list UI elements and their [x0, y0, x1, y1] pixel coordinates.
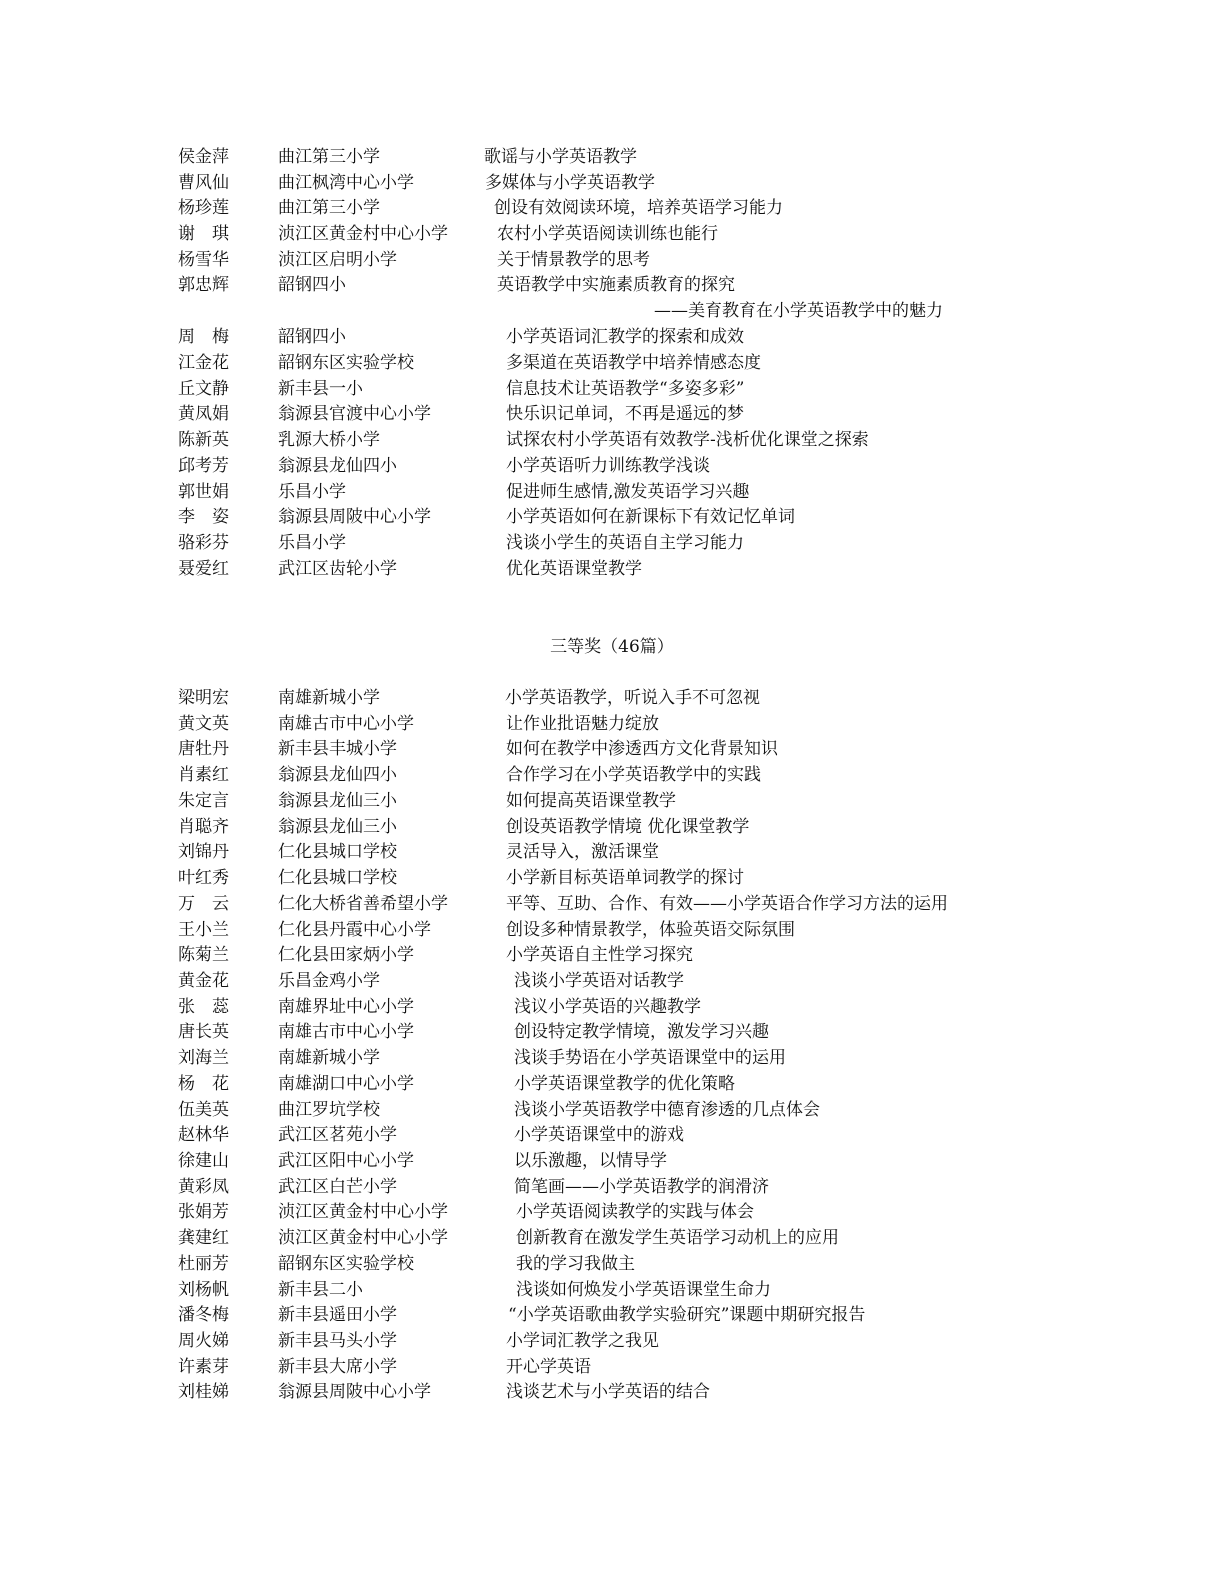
paper-title: 创设英语教学情境 优化课堂教学	[506, 817, 750, 837]
list-item	[0, 1354, 1224, 1380]
school-name: 新丰县大席小学	[278, 1357, 397, 1377]
list-item	[0, 865, 1224, 891]
paper-title: 多渠道在英语教学中培养情感态度	[506, 353, 761, 373]
paper-title: 农村小学英语阅读训练也能行	[497, 224, 718, 244]
paper-title: 灵活导入，激活课堂	[506, 842, 659, 862]
school-name: 翁源县官渡中心小学	[278, 404, 431, 424]
author-name: 谢 琪	[178, 224, 229, 244]
author-name: 黄彩凤	[178, 1177, 229, 1197]
author-name: 曹风仙	[178, 173, 229, 193]
school-name: 曲江枫湾中心小学	[278, 173, 414, 193]
school-name: 南雄新城小学	[278, 1048, 380, 1068]
author-name: 黄文英	[178, 714, 229, 734]
school-name: 韶钢四小	[278, 275, 346, 295]
school-name: 乐昌金鸡小学	[278, 971, 380, 991]
list-item	[0, 1328, 1224, 1354]
list-item	[0, 195, 1224, 221]
list-item	[0, 685, 1224, 711]
author-name: 王小兰	[178, 920, 229, 940]
paper-title: 简笔画——小学英语教学的润滑济	[514, 1177, 769, 1197]
paper-title: 开心学英语	[506, 1357, 591, 1377]
author-name: 杨 花	[178, 1074, 229, 1094]
author-name: 叶红秀	[178, 868, 229, 888]
author-name: 黄金花	[178, 971, 229, 991]
school-name: 浈江区启明小学	[278, 250, 397, 270]
school-name: 新丰县遥田小学	[278, 1305, 397, 1325]
author-name: 唐牡丹	[178, 739, 229, 759]
author-name: 肖素红	[178, 765, 229, 785]
list-item	[0, 968, 1224, 994]
section-heading: 三等奖（46篇）	[550, 637, 674, 657]
paper-title: 以乐激趣，以情导学	[514, 1151, 667, 1171]
paper-title: 小学英语阅读教学的实践与体会	[516, 1202, 754, 1222]
author-name: 陈新英	[178, 430, 229, 450]
author-name: 陈菊兰	[178, 945, 229, 965]
school-name: 曲江第三小学	[278, 198, 380, 218]
school-name: 翁源县龙仙三小	[278, 791, 397, 811]
author-name: 丘文静	[178, 379, 229, 399]
school-name: 新丰县二小	[278, 1280, 363, 1300]
author-name: 刘海兰	[178, 1048, 229, 1068]
author-name: 潘冬梅	[178, 1305, 229, 1325]
paper-title: 快乐识记单词，不再是遥远的梦	[506, 404, 744, 424]
author-name: 梁明宏	[178, 688, 229, 708]
list-item	[0, 1174, 1224, 1200]
paper-title: 创设多种情景教学，体验英语交际氛围	[506, 920, 795, 940]
list-item	[0, 324, 1224, 350]
school-name: 仁化县城口学校	[278, 842, 397, 862]
school-name: 翁源县龙仙四小	[278, 456, 397, 476]
school-name: 翁源县龙仙四小	[278, 765, 397, 785]
paper-title: 平等、互助、合作、有效——小学英语合作学习方法的运用	[506, 894, 948, 914]
paper-title: 小学英语教学，听说入手不可忽视	[505, 688, 760, 708]
school-name: 韶钢东区实验学校	[278, 1254, 414, 1274]
paper-title: 浅谈手势语在小学英语课堂中的运用	[514, 1048, 786, 1068]
author-name: 朱定言	[178, 791, 229, 811]
paper-title: 浅谈小学生的英语自主学习能力	[506, 533, 744, 553]
list-item	[0, 453, 1224, 479]
paper-title: 关于情景教学的思考	[497, 250, 650, 270]
list-item	[0, 427, 1224, 453]
author-name: 侯金萍	[178, 147, 229, 167]
paper-title: 英语教学中实施素质教育的探究	[497, 275, 735, 295]
author-name: 刘锦丹	[178, 842, 229, 862]
author-name: 万 云	[178, 894, 229, 914]
author-name: 许素芽	[178, 1357, 229, 1377]
list-item	[0, 376, 1224, 402]
list-item	[0, 1019, 1224, 1045]
school-name: 武江区阳中心小学	[278, 1151, 414, 1171]
list-item	[0, 762, 1224, 788]
school-name: 浈江区黄金村中心小学	[278, 1202, 448, 1222]
list-item	[0, 1122, 1224, 1148]
author-name: 唐长英	[178, 1022, 229, 1042]
school-name: 翁源县龙仙三小	[278, 817, 397, 837]
paper-title: 信息技术让英语教学“多姿多彩”	[506, 379, 745, 399]
author-name: 邱考芳	[178, 456, 229, 476]
author-name: 郭世娟	[178, 482, 229, 502]
list-item	[0, 1097, 1224, 1123]
school-name: 韶钢东区实验学校	[278, 353, 414, 373]
list-item	[0, 1302, 1224, 1328]
school-name: 新丰县丰城小学	[278, 739, 397, 759]
list-item	[0, 994, 1224, 1020]
list-item	[0, 1199, 1224, 1225]
paper-title: 创设特定教学情境，激发学习兴趣	[514, 1022, 769, 1042]
school-name: 韶钢四小	[278, 327, 346, 347]
list-item	[0, 1148, 1224, 1174]
school-name: 南雄古市中心小学	[278, 1022, 414, 1042]
paper-title: “小学英语歌曲教学实验研究”课题中期研究报告	[508, 1305, 866, 1325]
school-name: 乐昌小学	[278, 533, 346, 553]
author-name: 黄凤娟	[178, 404, 229, 424]
school-name: 武江区白芒小学	[278, 1177, 397, 1197]
paper-title: 小学英语课堂教学的优化策略	[514, 1074, 735, 1094]
school-name: 南雄新城小学	[278, 688, 380, 708]
author-name: 郭忠辉	[178, 275, 229, 295]
author-name: 杨珍莲	[178, 198, 229, 218]
list-item	[0, 736, 1224, 762]
list-item	[0, 247, 1224, 273]
author-name: 周火娣	[178, 1331, 229, 1351]
list-item	[0, 1251, 1224, 1277]
paper-title: 创新教育在激发学生英语学习动机上的应用	[516, 1228, 839, 1248]
list-item	[0, 814, 1224, 840]
paper-title: 浅谈如何焕发小学英语课堂生命力	[516, 1280, 771, 1300]
school-name: 南雄湖口中心小学	[278, 1074, 414, 1094]
list-item	[0, 144, 1224, 170]
paper-title: 我的学习我做主	[516, 1254, 635, 1274]
school-name: 浈江区黄金村中心小学	[278, 224, 448, 244]
list-item	[0, 1071, 1224, 1097]
school-name: 翁源县周陂中心小学	[278, 1382, 431, 1402]
school-name: 仁化县丹霞中心小学	[278, 920, 431, 940]
school-name: 乳源大桥小学	[278, 430, 380, 450]
author-name: 肖聪齐	[178, 817, 229, 837]
paper-title: 让作业批语魅力绽放	[506, 714, 659, 734]
paper-title: 浅谈小学英语对话教学	[514, 971, 684, 991]
paper-title: 合作学习在小学英语教学中的实践	[506, 765, 761, 785]
paper-title: 小学英语词汇教学的探索和成效	[506, 327, 744, 347]
author-name: 刘桂娣	[178, 1382, 229, 1402]
author-name: 张娟芳	[178, 1202, 229, 1222]
school-name: 仁化大桥省善希望小学	[278, 894, 448, 914]
author-name: 刘杨帆	[178, 1280, 229, 1300]
author-name: 周 梅	[178, 327, 229, 347]
author-name: 赵林华	[178, 1125, 229, 1145]
paper-title: 小学英语自主性学习探究	[506, 945, 693, 965]
paper-title: 小学英语课堂中的游戏	[514, 1125, 684, 1145]
paper-title: 小学英语听力训练教学浅谈	[506, 456, 710, 476]
school-name: 新丰县一小	[278, 379, 363, 399]
paper-title: 促进师生感情,激发英语学习兴趣	[506, 482, 750, 502]
author-name: 杜丽芳	[178, 1254, 229, 1274]
paper-title: 小学新目标英语单词教学的探讨	[506, 868, 744, 888]
list-item	[0, 1225, 1224, 1251]
list-item	[0, 350, 1224, 376]
list-item	[0, 221, 1224, 247]
school-name: 仁化县田家炳小学	[278, 945, 414, 965]
author-name: 李 姿	[178, 507, 229, 527]
author-name: 张 蕊	[178, 997, 229, 1017]
author-name: 龚建红	[178, 1228, 229, 1248]
paper-title: 优化英语课堂教学	[506, 559, 642, 579]
author-name: 伍美英	[178, 1100, 229, 1120]
paper-title: 浅谈小学英语教学中德育渗透的几点体会	[514, 1100, 820, 1120]
school-name: 南雄古市中心小学	[278, 714, 414, 734]
list-item	[0, 504, 1224, 530]
list-item	[0, 1379, 1224, 1405]
author-name: 杨雪华	[178, 250, 229, 270]
paper-title: 试探农村小学英语有效教学-浅析优化课堂之探索	[506, 430, 869, 450]
list-item	[0, 1045, 1224, 1071]
paper-title: 小学词汇教学之我见	[506, 1331, 659, 1351]
school-name: 翁源县周陂中心小学	[278, 507, 431, 527]
list-item	[0, 891, 1224, 917]
list-item	[0, 942, 1224, 968]
list-item	[0, 917, 1224, 943]
list-item	[0, 401, 1224, 427]
paper-subtitle: ——美育教育在小学英语教学中的魅力	[654, 301, 943, 321]
author-name: 聂爱红	[178, 559, 229, 579]
school-name: 武江区茗苑小学	[278, 1125, 397, 1145]
paper-title: 如何提高英语课堂教学	[506, 791, 676, 811]
paper-title: 小学英语如何在新课标下有效记忆单词	[506, 507, 795, 527]
paper-title: 浅谈艺术与小学英语的结合	[506, 1382, 710, 1402]
paper-title: 歌谣与小学英语教学	[484, 147, 637, 167]
author-name: 江金花	[178, 353, 229, 373]
list-item	[0, 170, 1224, 196]
list-item	[0, 272, 1224, 298]
school-name: 曲江罗坑学校	[278, 1100, 380, 1120]
paper-title: 创设有效阅读环境，培养英语学习能力	[494, 198, 783, 218]
school-name: 乐昌小学	[278, 482, 346, 502]
school-name: 浈江区黄金村中心小学	[278, 1228, 448, 1248]
school-name: 南雄界址中心小学	[278, 997, 414, 1017]
list-item	[0, 556, 1224, 582]
school-name: 曲江第三小学	[278, 147, 380, 167]
paper-title: 如何在教学中渗透西方文化背景知识	[506, 739, 778, 759]
school-name: 武江区齿轮小学	[278, 559, 397, 579]
school-name: 仁化县城口学校	[278, 868, 397, 888]
list-item	[0, 1277, 1224, 1303]
list-item	[0, 711, 1224, 737]
school-name: 新丰县马头小学	[278, 1331, 397, 1351]
paper-title: 浅议小学英语的兴趣教学	[514, 997, 701, 1017]
list-item	[0, 839, 1224, 865]
list-item	[0, 479, 1224, 505]
list-item	[0, 530, 1224, 556]
author-name: 骆彩芬	[178, 533, 229, 553]
author-name: 徐建山	[178, 1151, 229, 1171]
list-item	[0, 788, 1224, 814]
paper-title: 多媒体与小学英语教学	[485, 173, 655, 193]
